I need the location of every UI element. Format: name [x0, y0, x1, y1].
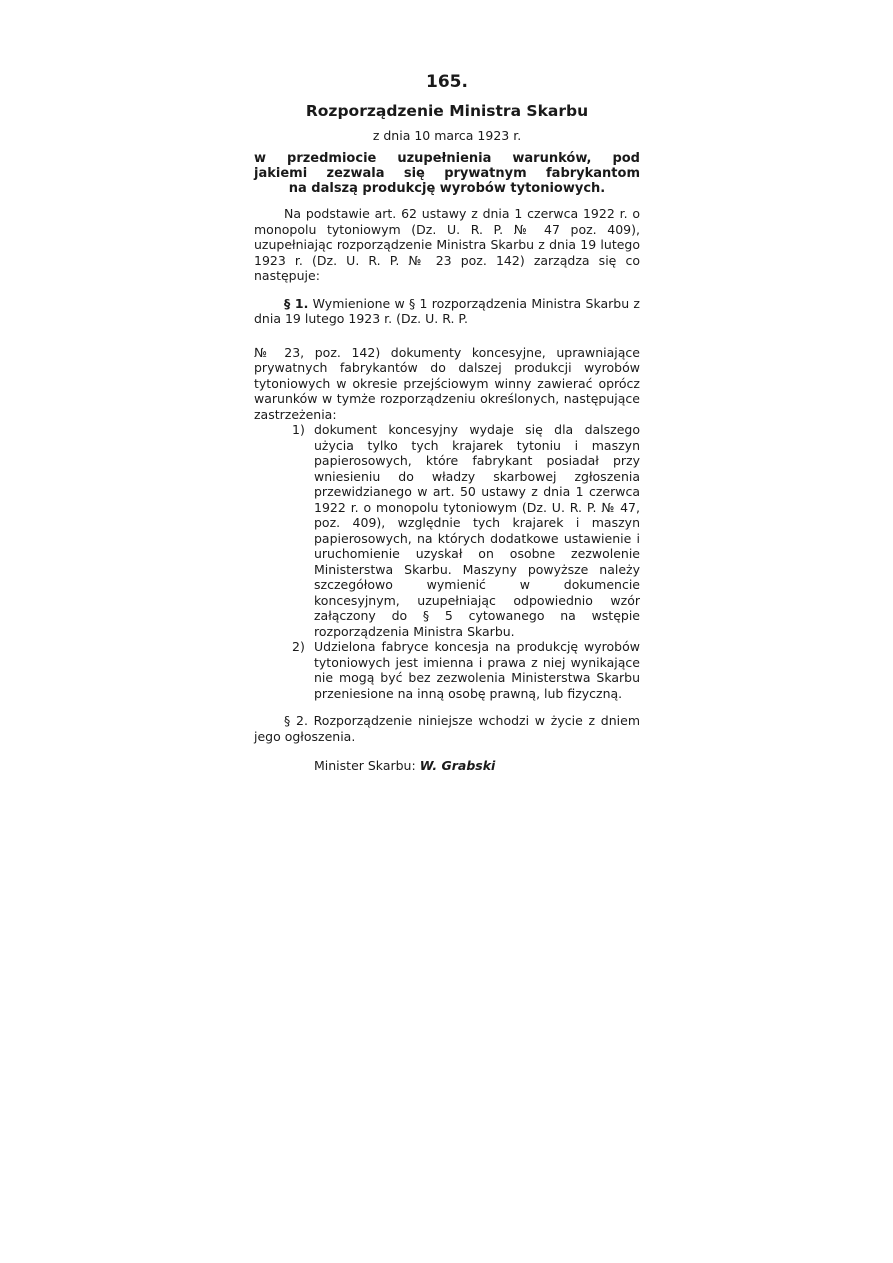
document-title: Rozporządzenie Ministra Skarbu	[305, 102, 589, 120]
section-2-paragraph	[254, 713, 640, 744]
signature-label: Minister Skarbu:	[314, 758, 416, 773]
section-1-paragraph	[254, 296, 640, 327]
list-item-number: 1)	[292, 422, 305, 437]
document-date: z dnia 10 marca 1923 r.	[372, 128, 522, 143]
list-item-number: 2)	[292, 639, 305, 654]
list-item-text: Udzielona fabryce koncesja na produkcję wyrobów tytoniowych jest imienna i prawa z niej wynikające nie mogą być bez zezwolenia Ministerstwa Skarbu przeniesione na inną osobę prawną, lub fizyczną.	[314, 639, 640, 701]
subject-line: na dalszą produkcję wyrobów tytoniowych.	[288, 181, 606, 196]
document-number: 165.	[426, 72, 468, 92]
section-1-text-part1: Wymienione w § 1 rozporządzenia Ministra Skarbu z dnia 19 lutego 1923 r. (Dz. U. R. P.	[254, 295, 640, 326]
document-page	[254, 72, 640, 773]
section-2-mark: § 2.	[284, 713, 308, 728]
list-item	[292, 639, 640, 701]
section-1-mark: § 1.	[284, 295, 309, 311]
document-subject	[254, 151, 640, 196]
subject-line: jakiemi zezwala się prywatnym fabrykantom	[254, 166, 640, 181]
subject-line: w przedmiocie uzupełnienia warunków, pod	[254, 151, 640, 166]
preamble-paragraph: Na podstawie art. 62 ustawy z dnia 1 czerwca 1922 r. o monopolu tytoniowym (Dz. U. R. P. № 47 poz. 409), uzupełniając rozporządzenie Ministra Skarbu z dnia 19 lutego 1923 r. (Dz. U. R. P. № 23 poz. 142) zarządza się co następuje:	[254, 206, 640, 283]
signature-name: W. Grabski	[419, 758, 496, 773]
signature-line	[314, 758, 640, 773]
section-1-continuation: № 23, poz. 142) dokumenty koncesyjne, uprawniające prywatnych fabrykantów do dalszej produkcji wyrobów tytoniowych w okresie przejściowym winny zawierać oprócz warunków w tymże rozporządzeniu określonych, następujące zastrzeżenia:	[254, 344, 640, 422]
list-item-text: dokument koncesyjny wydaje się dla dalszego użycia tylko tych krajarek tytoniu i maszyn papierosowych, które fabrykant posiadał przy wniesieniu do władzy skarbowej zgłoszenia przewidzianego w art. 50 ustawy z dnia 1 czerwca 1922 r. o monopolu tytoniowym (Dz. U. R. P. № 47, poz. 409), względnie tych krajarek i maszyn papierosowych, na których dodatkowe ustawienie i uruchomienie uzyskał on osobne zezwolenie Ministerstwa Skarbu. Maszyny powyższe należy szczegółowo wymienić w dokumencie koncesyjnym, uzupełniając odpowiednio wzór załączony do § 5 cytowanego na wstępie rozporządzenia Ministra Skarbu.	[314, 422, 640, 639]
list-item	[292, 422, 640, 639]
section-2-text: Rozporządzenie niniejsze wchodzi w życie z dniem jego ogłoszenia.	[254, 713, 640, 744]
